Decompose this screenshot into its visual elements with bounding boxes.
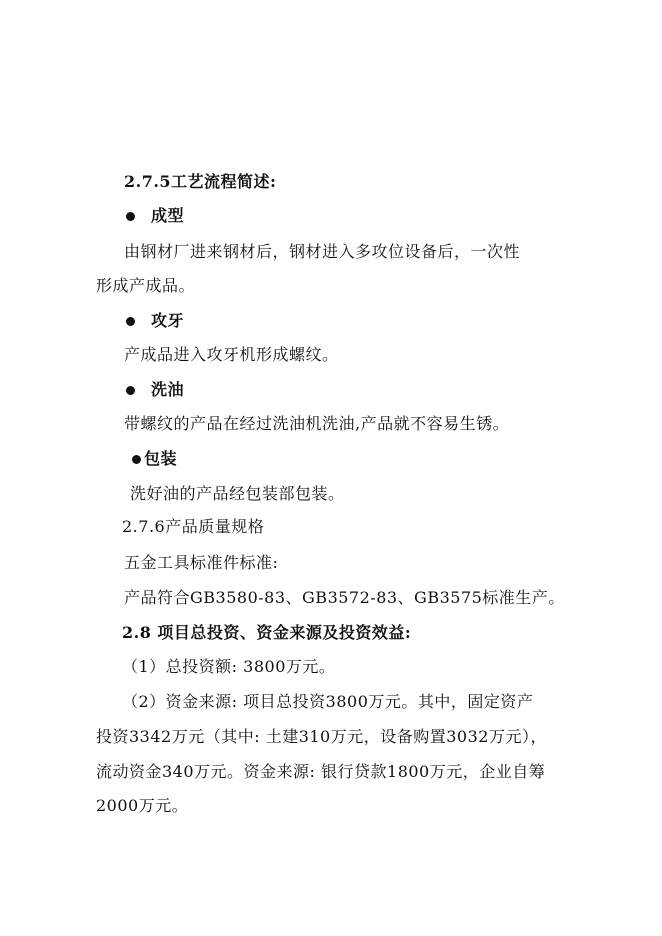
- standard-line: 五金工具标准件标准:: [124, 553, 279, 572]
- forming-text-line2: 形成产成品。: [96, 276, 196, 295]
- section-276-heading: 2.7.6产品质量规格: [122, 517, 265, 536]
- section-275-heading: 2.7.5工艺流程简述:: [124, 172, 277, 191]
- bullet-icon: [126, 212, 135, 221]
- tapping-text: 产成品进入攻牙机形成螺纹。: [124, 345, 339, 364]
- tapping-title: 攻牙: [151, 311, 185, 330]
- funding-source-line2: 投资3342万元（其中: 土建310万元，设备购置3032万元），: [96, 727, 547, 746]
- section-28-heading: 2.8 项目总投资、资金来源及投资效益:: [122, 623, 412, 642]
- funding-source-line4: 2000万元。: [96, 796, 189, 815]
- bullet-icon: [126, 386, 135, 395]
- funding-source-line1: （2）资金来源: 项目总投资3800万元。其中，固定资产: [122, 692, 534, 711]
- oil-washing-text: 带螺纹的产品在经过洗油机洗油,产品就不容易生锈。: [124, 414, 510, 433]
- oil-washing-bullet-item: [126, 380, 184, 400]
- bullet-icon: [126, 317, 135, 326]
- compliance-line: 产品符合GB3580-83、GB3572-83、GB3575标准生产。: [124, 588, 565, 607]
- total-investment-line: （1）总投资额: 3800万元。: [122, 657, 336, 676]
- funding-source-line3: 流动资金340万元。资金来源: 银行贷款1800万元，企业自筹: [96, 762, 546, 781]
- bullet-icon: [132, 455, 141, 464]
- forming-bullet-item: [126, 206, 184, 226]
- forming-text-line1: 由钢材厂进来钢材后，钢材进入多攻位设备后，一次性: [124, 242, 521, 261]
- packaging-bullet-item: [132, 449, 177, 469]
- tapping-bullet-item: [126, 311, 184, 331]
- forming-title: 成型: [151, 206, 185, 225]
- packaging-title: 包装: [144, 449, 178, 468]
- oil-washing-title: 洗油: [151, 380, 185, 399]
- packaging-text: 洗好油的产品经包装部包装。: [130, 484, 345, 503]
